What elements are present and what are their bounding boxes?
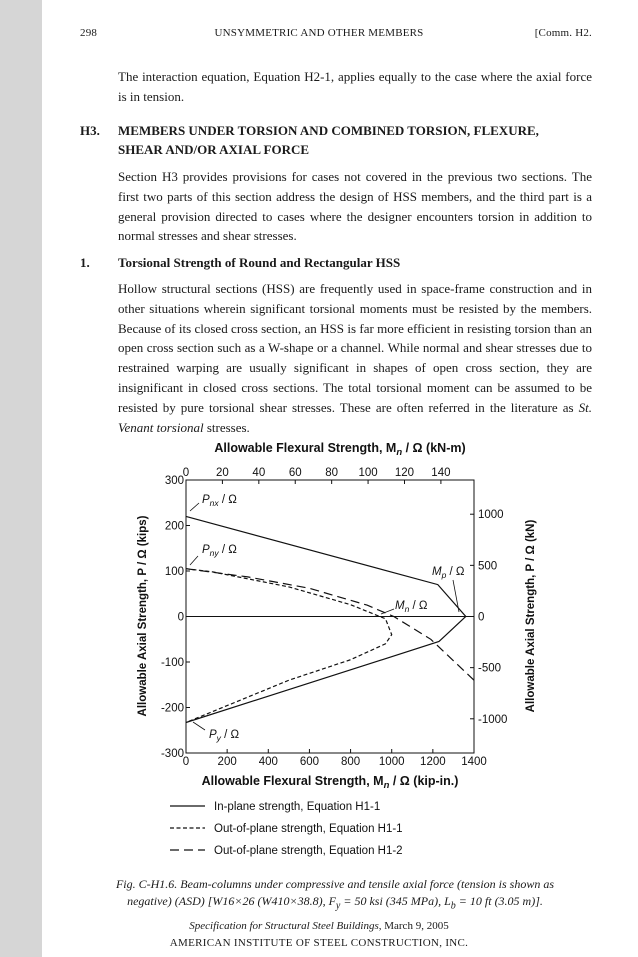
annotation-py: $P_y$ / Ω <box>209 729 240 743</box>
pnx-leader <box>190 503 199 511</box>
annotation-mp: $M_p$ / Ω <box>432 566 465 580</box>
right-tick-label: 1000 <box>478 509 504 522</box>
section-title-line2: SHEAR AND/OR AXIAL FORCE <box>118 142 310 157</box>
chart-x-axis-title: Allowable Flexural Strength, $M_n$ / Ω (kip-in.) <box>201 774 459 791</box>
x-tick-label: 200 <box>217 756 237 768</box>
right-tick-label: 0 <box>478 611 485 624</box>
x-tick-label: 0 <box>182 756 190 768</box>
y-tick-label: -300 <box>160 748 184 760</box>
pny-leader <box>190 556 198 565</box>
series-out-of-plane-h1-2 <box>186 569 474 681</box>
legend-item-out-of-plane-h1-2: Out-of-plane strength, Equation H1-2 <box>214 845 403 857</box>
legend-item-in-plane: In-plane strength, Equation H1-1 <box>214 801 381 813</box>
y-tick-label: -100 <box>160 657 184 669</box>
chart-right-axis-title: Allowable Axial Strength, P / Ω (kN) <box>525 519 537 713</box>
footer-spec-date: March 9, 2005 <box>381 920 449 932</box>
top-tick-label: 100 <box>358 467 378 479</box>
footer-publisher: AMERICAN INSTITUTE OF STEEL CONSTRUCTION, INC. <box>169 937 469 949</box>
paragraph-torsion-italic: St. Venant torsional <box>118 399 593 435</box>
annotation-pnx: $P_{nx}$ / Ω <box>202 494 237 508</box>
running-header-title: UNSYMMETRIC AND OTHER MEMBERS <box>214 27 424 39</box>
page-number: 298 <box>80 27 98 39</box>
paragraph-torsion-end: stresses. <box>206 419 250 435</box>
right-tick-label: -500 <box>478 662 502 675</box>
paragraph-tension: The interaction equation, Equation H2-1, applies equally to the case where the axial force is in tension. <box>118 69 592 104</box>
top-tick-label: 60 <box>288 467 302 479</box>
top-tick-label: 0 <box>182 467 190 479</box>
top-tick-label: 20 <box>216 467 229 479</box>
top-tick-label: 120 <box>394 467 415 479</box>
mp-leader <box>453 580 459 612</box>
paragraph-torsion-text: Hollow structural sections (HSS) are frequently used in space-frame construction and in other situations wherein significant torsional moments must be resisted by the members. Because of its closed cross section, an HSS is far more efficient in resisting torsion than an open cross section such as a W-shape or a channel. While normal and shear stresses due to restrained warping are usually significant in shapes of open cross section, they are insignificant in closed cross sections. The total torsional moment can be assumed to be resisted by pure torsional shear stresses. These are often referred in the literature as <box>118 281 592 415</box>
top-tick-label: 40 <box>252 467 266 479</box>
x-tick-label: 1200 <box>420 756 446 768</box>
x-tick-label: 1000 <box>378 756 405 768</box>
x-tick-label: 800 <box>340 756 361 768</box>
footer-spec-title: Specification for Structural Steel Buildings, <box>189 920 382 932</box>
paragraph-section-h3: Section H3 provides provisions for cases not covered in the previous two sections. The first two parts of this section address the design of HSS members, and the third part is a general provision directed to cases where the designer encounters torsion in addition to normal stresses and shear stresses. <box>118 169 592 244</box>
section-number-h3: H3. <box>80 123 100 138</box>
subsection-number: 1. <box>80 255 90 270</box>
y-tick-label: 0 <box>177 611 184 624</box>
y-tick-label: 200 <box>164 520 184 533</box>
py-leader <box>193 722 205 730</box>
y-tick-label: -200 <box>160 702 184 715</box>
y-tick-label: 300 <box>164 475 184 487</box>
chart-top-axis-title: Allowable Flexural Strength, $M_n$ / Ω (kN-m) <box>214 441 466 458</box>
chart-left-axis-title: Allowable Axial Strength, P / Ω (kips) <box>137 515 149 717</box>
top-tick-label: 80 <box>325 467 339 479</box>
annotation-mn: $M_n$ / Ω <box>395 600 428 614</box>
subsection-title: Torsional Strength of Round and Rectangular HSS <box>118 255 401 270</box>
right-tick-label: 500 <box>478 560 498 573</box>
caption-line-2: negative) (ASD) [W16×26 (W410×38.8), $F_y = 50$ ksi (345 MPa), $L_b = 10$ ft (3.05 m)]. <box>127 894 543 912</box>
figure-caption <box>80 876 590 914</box>
legend-item-out-of-plane-h1-1: Out-of-plane strength, Equation H1-1 <box>214 823 403 835</box>
footer-spec <box>0 920 638 932</box>
x-tick-label: 1400 <box>461 756 487 768</box>
running-header-section: [Comm. H2. <box>534 27 592 39</box>
section-title-line1: MEMBERS UNDER TORSION AND COMBINED TORSION, FLEXURE, <box>118 123 539 138</box>
annotation-pny: $P_{ny}$ / Ω <box>202 544 237 558</box>
x-tick-label: 400 <box>258 756 278 768</box>
series-out-of-plane-h1-1 <box>186 569 392 723</box>
x-tick-label: 600 <box>299 756 320 768</box>
right-tick-label: -1000 <box>478 713 508 726</box>
caption-line-1: Fig. C-H1.6. Beam-columns under compressive and tensile axial force (tension is shown as <box>115 877 555 891</box>
top-tick-label: 140 <box>431 467 451 479</box>
y-tick-label: 100 <box>164 566 184 578</box>
